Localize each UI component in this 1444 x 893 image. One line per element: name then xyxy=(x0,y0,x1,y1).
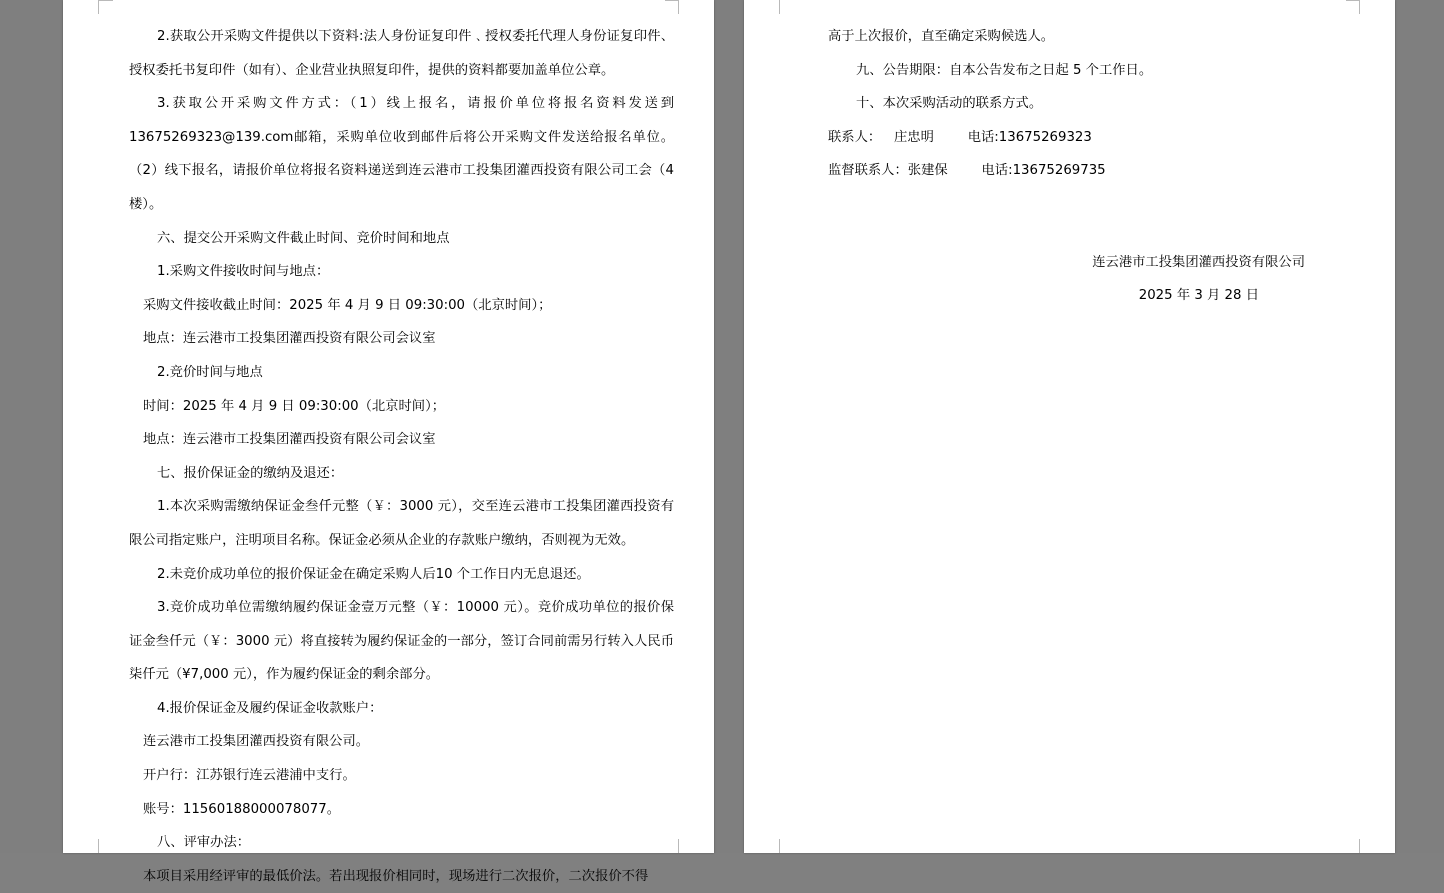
paragraph: 4.报价保证金及履约保证金收款账户： xyxy=(157,700,383,716)
crop-mark-icon xyxy=(1359,839,1360,853)
crop-mark-icon xyxy=(678,839,679,853)
section-heading: 六、提交公开采购文件截止时间、竞价时间和地点 xyxy=(157,230,450,246)
paragraph-continuation: 高于上次报价，直至确定采购候选人。 xyxy=(828,29,1055,44)
contact-phone-label: 电话: xyxy=(981,163,1013,179)
crop-mark-icon xyxy=(98,839,99,853)
signature-organization: 连云港市工投集团灌西投资有限公司 xyxy=(1092,254,1305,270)
crop-mark-icon xyxy=(665,0,679,1)
paragraph: 2.获取公开采购文件提供以下资料:法人身份证复印件﹑授权委托代理人身份证复印件、授权委托书复印件（如有）、企业营业执照复印件，提供的资料都要加盖单位公章。 xyxy=(129,29,674,78)
contact-phone-label: 电话: xyxy=(967,129,999,145)
paragraph: 2.未竞价成功单位的报价保证金在确定采购人后10 个工作日内无息退还。 xyxy=(157,566,590,582)
paragraph: 3.获取公开采购文件方式：（1）线上报名，请报价单位将报名资料发送到13675269323@139.com邮箱，采购单位收到邮件后将公开采购文件发送给报名单位。（2）线下报名，请报价单位将报名资料递送到连云港市工投集团灌西投资有限公司工会（4 楼）。 xyxy=(129,96,674,212)
page-right-body xyxy=(828,20,1355,313)
paragraph: 采购文件接收截止时间：2025 年 4 月 9 日 09:30:00（北京时间）； xyxy=(143,297,552,313)
paragraph: 3.竞价成功单位需缴纳履约保证金壹万元整（￥：10000 元）。竞价成功单位的报价保证金叁仟元（￥：3000 元）将直接转为履约保证金的一部分，签订合同前需另行转入人民币柒仟元（¥7,000 元），作为履约保证金的剩余部分。 xyxy=(129,600,674,683)
crop-mark-icon xyxy=(1346,0,1360,1)
contact-row xyxy=(828,121,1355,155)
section-heading: 十、本次采购活动的联系方式。 xyxy=(856,96,1043,112)
paragraph: 开户行：江苏银行连云港浦中支行。 xyxy=(143,768,356,784)
contact-label: 联系人： xyxy=(828,129,882,145)
crop-mark-icon xyxy=(99,0,113,1)
spacer xyxy=(828,188,1355,222)
contact-name: 张建保 xyxy=(907,163,948,179)
page-left-body xyxy=(129,20,674,893)
paragraph: 1.采购文件接收时间与地点： xyxy=(157,264,330,280)
contact-phone: 13675269735 xyxy=(1012,163,1106,179)
crop-mark-icon xyxy=(1359,0,1360,14)
document-page-right xyxy=(744,0,1395,853)
section-heading: 七、报价保证金的缴纳及退还： xyxy=(157,465,344,481)
crop-mark-icon xyxy=(779,0,780,14)
paragraph: 本项目采用经评审的最低价法。若出现报价相同时，现场进行二次报价，二次报价不得 xyxy=(143,868,649,884)
contact-name: 庄忠明 xyxy=(894,129,934,145)
section-heading: 九、公告期限：自本公告发布之日起 5 个工作日。 xyxy=(856,62,1153,78)
paragraph: 连云港市工投集团灌西投资有限公司。 xyxy=(143,734,370,750)
section-heading: 八、评审办法： xyxy=(157,835,251,851)
crop-mark-icon xyxy=(779,839,780,853)
spacer xyxy=(828,222,1355,246)
contact-phone: 13675269323 xyxy=(998,129,1092,145)
paragraph: 账号：11560188000078077。 xyxy=(143,801,341,817)
paragraph: 2.竞价时间与地点 xyxy=(157,364,263,380)
crop-mark-icon xyxy=(98,0,99,14)
contact-row xyxy=(828,154,1355,188)
paragraph: 1.本次采购需缴纳保证金叁仟元整（￥：3000 元），交至连云港市工投集团灌西投资有限公司指定账户，注明项目名称。保证金必须从企业的存款账户缴纳，否则视为无效。 xyxy=(129,499,674,548)
signature-date: 2025 年 3 月 28 日 xyxy=(1138,288,1259,304)
document-page-left xyxy=(63,0,714,884)
paragraph: 时间：2025 年 4 月 9 日 09:30:00（北京时间）； xyxy=(143,398,446,414)
paragraph: 地点：连云港市工投集团灌西投资有限公司会议室 xyxy=(143,331,436,347)
paragraph: 地点：连云港市工投集团灌西投资有限公司会议室 xyxy=(143,432,436,448)
crop-mark-icon xyxy=(678,0,679,14)
contact-label: 监督联系人： xyxy=(828,163,908,179)
